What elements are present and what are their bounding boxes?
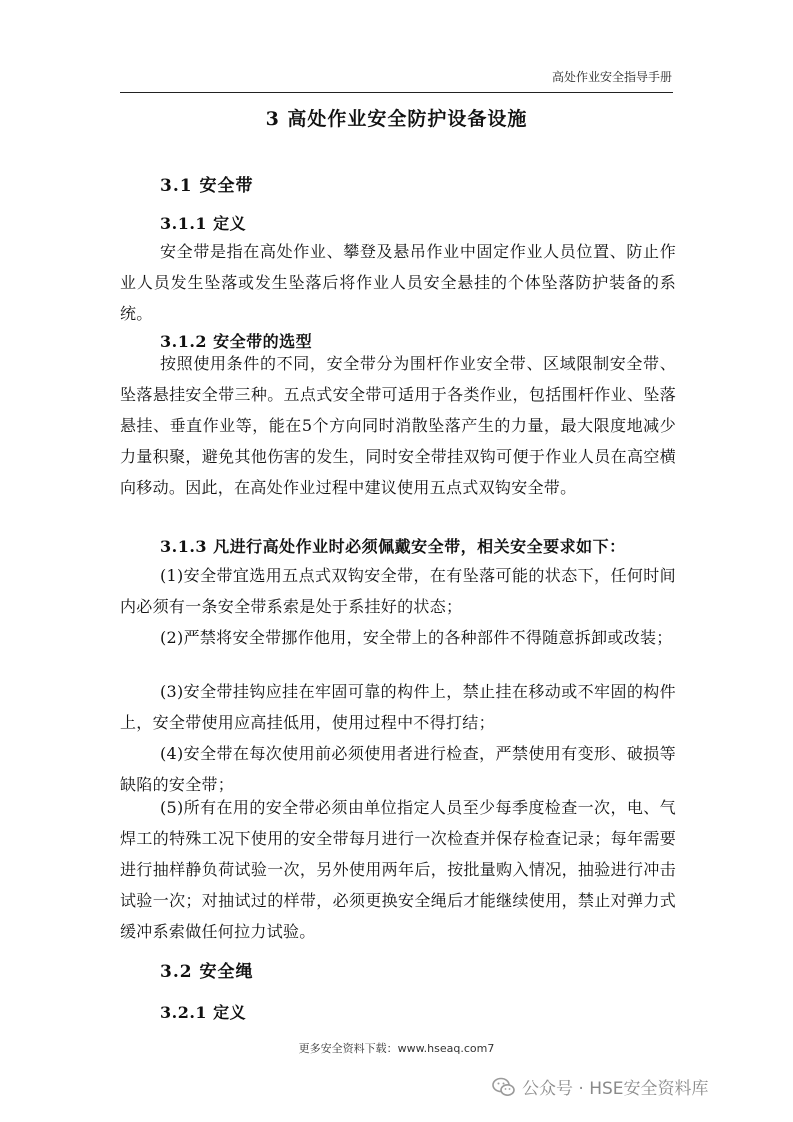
selection-paragraph: 按照使用条件的不同，安全带分为围杆作业安全带、区域限制安全带、坠落悬挂安全带三种。五点式安全带可适用于各类作业，包括围杆作业、坠落悬挂、垂直作业等，能在5个方向同时消散坠落产生的力量，最大限度地减少力量积聚，避免其他伤害的发生，同时安全带挂双钩可便于作业人员在高空横向移动。因此，在高处作业过程中建议使用五点式双钩安全带。 (120, 354, 676, 497)
subsection-heading-3-1-1: 3.1.1 定义 (160, 214, 247, 233)
subsection-heading-3-1-2: 3.1.2 安全带的选型 (160, 332, 313, 351)
footer-download-link[interactable]: 更多安全资料下载：www.hseaq.com7 (298, 1042, 495, 1055)
requirement-item: (5)所有在用的安全带必须由单位指定人员至少每季度检查一次，电、气焊工的特殊工况下使用的安全带每月进行一次检查并保存检查记录；每年需要进行抽样静负荷试验一次，另外使用两年后，按批量购入情况，抽验进行冲击试验一次；对抽试过的样带，必须更换安全绳后才能继续使用，禁止对弹力式缓冲系索做任何拉力试验。 (120, 798, 676, 941)
definition-paragraph: 安全带是指在高处作业、攀登及悬吊作业中固定作业人员位置、防止作业人员发生坠落或发生坠落后将作业人员安全悬挂的个体坠落防护装备的系统。 (120, 242, 676, 323)
watermark (492, 1074, 709, 1099)
wechat-icon (492, 1076, 516, 1098)
subsection-heading-3-2-1: 3.2.1 定义 (160, 1003, 247, 1022)
section-heading-3-2: 3.2 安全绳 (160, 962, 254, 982)
header-rule (120, 92, 673, 93)
requirement-item: (4)安全带在每次使用前必须使用者进行检查，严禁使用有变形、破损等缺陷的安全带； (120, 744, 676, 794)
requirement-item: (2)严禁将安全带挪作他用，安全带上的各种部件不得随意拆卸或改装； (160, 628, 673, 647)
requirement-item: (3)安全带挂钩应挂在牢固可靠的构件上，禁止挂在移动或不牢固的构件上，安全带使用应高挂低用，使用过程中不得打结； (120, 682, 676, 732)
running-header: 高处作业安全指导手册 (551, 70, 672, 84)
chapter-title: 3 高处作业安全防护设备设施 (265, 108, 528, 130)
subsection-heading-3-1-3: 3.1.3 凡进行高处作业时必须佩戴安全带，相关安全要求如下： (160, 537, 626, 556)
requirement-item: (1)安全带宜选用五点式双钩安全带，在有坠落可能的状态下，任何时间内必须有一条安全带系索是处于系挂好的状态； (120, 566, 676, 616)
watermark-text: 公众号 · HSE安全资料库 (522, 1079, 709, 1099)
section-heading-3-1: 3.1 安全带 (160, 176, 254, 196)
